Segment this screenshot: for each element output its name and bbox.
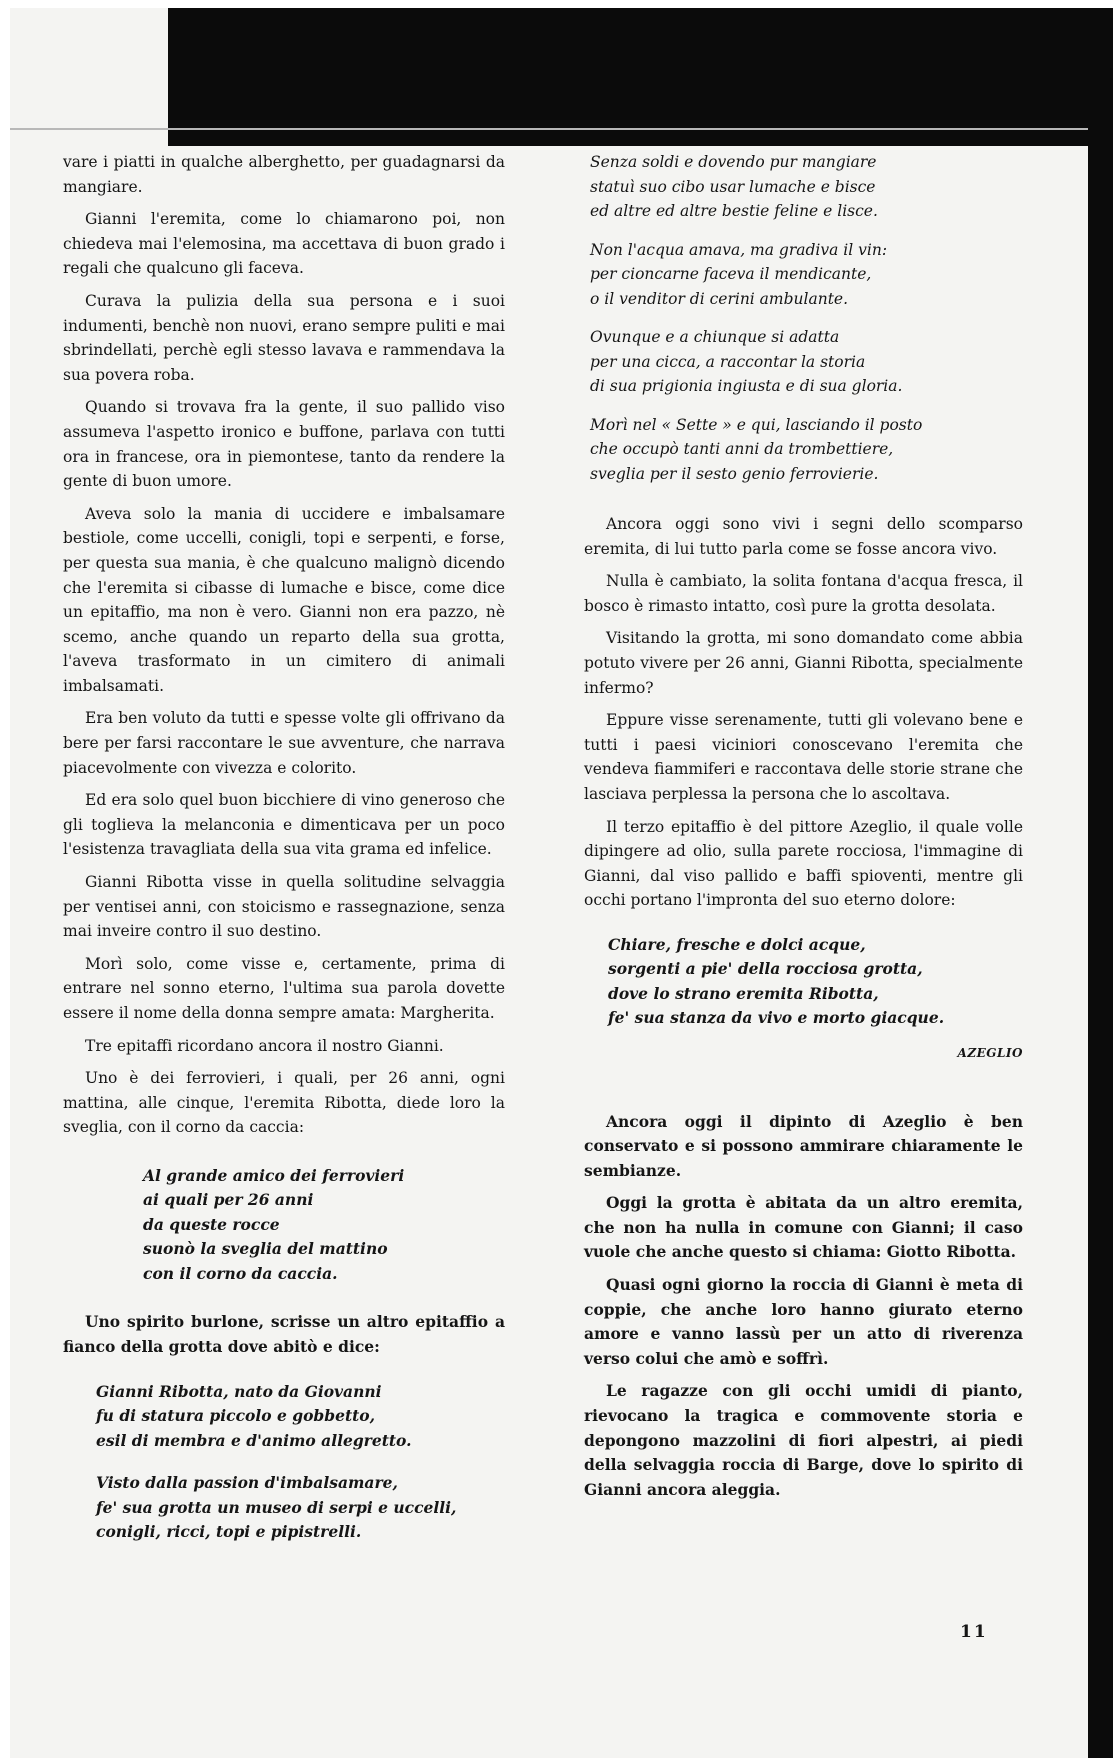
burlone-epitaph-stanza <box>590 413 1023 487</box>
poem-line: suonò la sveglia del mattino <box>143 1239 388 1259</box>
burlone-epitaph-stanza <box>96 1471 505 1545</box>
paragraph: Morì solo, come visse e, certamente, prima di entrare nel sonno eterno, l'ultima sua parola dovette essere il nome della donna sempre amata: Margherita. <box>63 954 505 1022</box>
page-edge-line <box>10 128 1088 130</box>
poem-line: fe' sua stanza da vivo e morto giacque. <box>608 1008 945 1028</box>
poem-line: Al grande amico dei ferrovieri <box>143 1165 405 1185</box>
azeglio-epitaph <box>608 933 1023 1031</box>
paragraph: Nulla è cambiato, la solita fontana d'acqua fresca, il bosco è rimasto intatto, così pure la grotta desolata. <box>584 572 1023 615</box>
poem-line: Morì nel « Sette » e qui, lasciando il posto <box>590 415 923 434</box>
paragraph: Il terzo epitaffio è del pittore Azeglio, il quale volle dipingere ad olio, sulla parete rocciosa, l'immagine di Gianni, dal viso pallido e baffi spioventi, mentre gli occhi portano l'impronta del suo eterno dolore: <box>584 817 1023 910</box>
poem-line: fe' sua grotta un museo di serpi e uccelli, <box>96 1497 457 1517</box>
paragraph: Quasi ogni giorno la roccia di Gianni è meta di coppie, che anche loro hanno giurato eterno amore e vanno lassù per un atto di riverenza verso colui che amò e soffrì. <box>584 1275 1023 1368</box>
poem-line: da queste rocce <box>143 1214 280 1234</box>
paragraph: Visitando la grotta, mi sono domandato come abbia potuto vivere per 26 anni, Gianni Ribotta, specialmente infermo? <box>584 629 1023 697</box>
burlone-epitaph-stanza <box>590 325 1023 399</box>
poem-line: fu di statura piccolo e gobbetto, <box>96 1406 376 1426</box>
paragraph: Era ben voluto da tutti e spesse volte gli offrivano da bere per farsi raccontare le sue avventure, che narrava piacevolmente con vivezza e colorito. <box>63 709 505 777</box>
scan-black-border-right <box>1088 8 1113 1758</box>
epitaph-signature: AZEGLIO <box>957 1045 1023 1060</box>
poem-line: dove lo strano eremita Ribotta, <box>608 983 879 1003</box>
scan-black-border-top <box>168 8 1113 146</box>
page-number: 11 <box>960 1622 988 1642</box>
poem-line: statuì suo cibo usar lumache e bisce <box>590 177 876 196</box>
scan-left-margin <box>0 0 10 1758</box>
poem-line: esil di membra e d'animo allegretto. <box>96 1430 412 1450</box>
paragraph: Gianni l'eremita, come lo chiamarono poi, non chiedeva mai l'elemosina, ma accettava di buon grado i regali che qualcuno gli faceva. <box>63 210 505 278</box>
paragraph: Gianni Ribotta visse in quella solitudine selvaggia per ventisei anni, con stoicismo e rassegnazione, senza mai inveire contro il suo destino. <box>63 873 505 941</box>
poem-line: o il venditor di cerini ambulante. <box>590 289 849 308</box>
poem-line: Chiare, fresche e dolci acque, <box>608 934 866 954</box>
paragraph: Ancora oggi il dipinto di Azeglio è ben conservato e si possono ammirare chiaramente le sembianze. <box>584 1111 1023 1180</box>
paragraph: Quando si trovava fra la gente, il suo pallido viso assumeva l'aspetto ironico e buffone, parlava con tutti ora in francese, ora in piemontese, tanto da rendere la gente di buon umore. <box>63 398 505 491</box>
poem-line: sveglia per il sesto genio ferrovierie. <box>590 464 879 483</box>
paragraph: Curava la pulizia della sua persona e i suoi indumenti, benchè non nuovi, erano sempre puliti e mai sbrindellati, perchè egli stesso lavava e rammendava la sua povera roba. <box>63 291 505 384</box>
poem-line: Non l'acqua amava, ma gradiva il vin: <box>590 240 888 259</box>
paragraph: Le ragazze con gli occhi umidi di pianto, rievocano la tragica e commovente storia e depongono mazzolini di fiori alpestri, ai piedi della selvaggia roccia di Barge, dove lo spirito di Gianni ancora aleggia. <box>584 1381 1023 1499</box>
paragraph: Oggi la grotta è abitata da un altro eremita, che non ha nulla in comune con Gianni; il caso vuole che anche questo si chiama: Giotto Ribotta. <box>584 1193 1023 1262</box>
poem-line: che occupò tanti anni da trombettiere, <box>590 440 894 458</box>
poem-line: ed altre ed altre bestie feline e lisce. <box>590 202 878 220</box>
paragraph: Aveva solo la mania di uccidere e imbalsamare bestiole, come uccelli, conigli, topi e serpenti, e forse, per questa sua mania, è che qualcuno malignò dicendo che l'eremita si cibasse di lumache e bisce, come dice un epitaffio, ma non è vero. Gianni non era pazzo, nè scemo, anche quando un reparto della sua grotta, l'aveva trasformato in un cimitero di animali imbalsamati. <box>63 504 505 695</box>
right-column <box>584 150 1023 1510</box>
poem-line: ai quali per 26 anni <box>143 1190 314 1210</box>
paragraph: Eppure visse serenamente, tutti gli volevano bene e tutti i paesi viciniori conoscevano l'eremita che vendeva fiammiferi e raccontava delle storie strane che lasciava perplessa la persona che lo ascoltava. <box>584 711 1023 803</box>
paragraph: Ed era solo quel buon bicchiere di vino generoso che gli toglieva la melanconia e dimenticava per un poco l'esistenza travagliata della sua vita grama ed infelice. <box>63 791 505 859</box>
poem-line: conigli, ricci, topi e pipistrelli. <box>96 1522 362 1542</box>
paragraph: Ancora oggi sono vivi i segni dello scomparso eremita, di lui tutto parla come se fosse ancora vivo. <box>584 515 1023 558</box>
poem-line: sorgenti a pie' della rocciosa grotta, <box>608 959 923 979</box>
poem-line: Visto dalla passion d'imbalsamare, <box>96 1473 398 1493</box>
left-column <box>63 150 505 1545</box>
paragraph: Uno spirito burlone, scrisse un altro epitaffio a fianco della grotta dove abitò e dice: <box>63 1312 505 1357</box>
poem-line: con il corno da caccia. <box>143 1263 338 1283</box>
paragraph: vare i piatti in qualche alberghetto, per guadagnarsi da mangiare. <box>63 153 505 196</box>
burlone-epitaph-stanza <box>96 1380 505 1454</box>
poem-line: per una cicca, a raccontar la storia <box>590 352 866 371</box>
poem-line: Senza soldi e dovendo pur mangiare <box>590 153 877 171</box>
burlone-epitaph-stanza <box>590 150 1023 224</box>
poem-line: di sua prigionia ingiusta e di sua gloria. <box>590 377 903 395</box>
paragraph: Tre epitaffi ricordano ancora il nostro Gianni. <box>85 1036 444 1055</box>
poem-line: Ovunque e a chiunque si adatta <box>590 328 840 346</box>
scan-top-margin <box>0 0 1113 8</box>
poem-line: Gianni Ribotta, nato da Giovanni <box>96 1381 382 1401</box>
paragraph: Uno è dei ferrovieri, i quali, per 26 anni, ogni mattina, alle cinque, l'eremita Ribotta, diede loro la sveglia, con il corno da caccia: <box>63 1069 505 1137</box>
ferrovieri-epitaph <box>143 1164 505 1287</box>
poem-line: per cioncarne faceva il mendicante, <box>590 265 872 283</box>
burlone-epitaph-stanza <box>590 238 1023 312</box>
